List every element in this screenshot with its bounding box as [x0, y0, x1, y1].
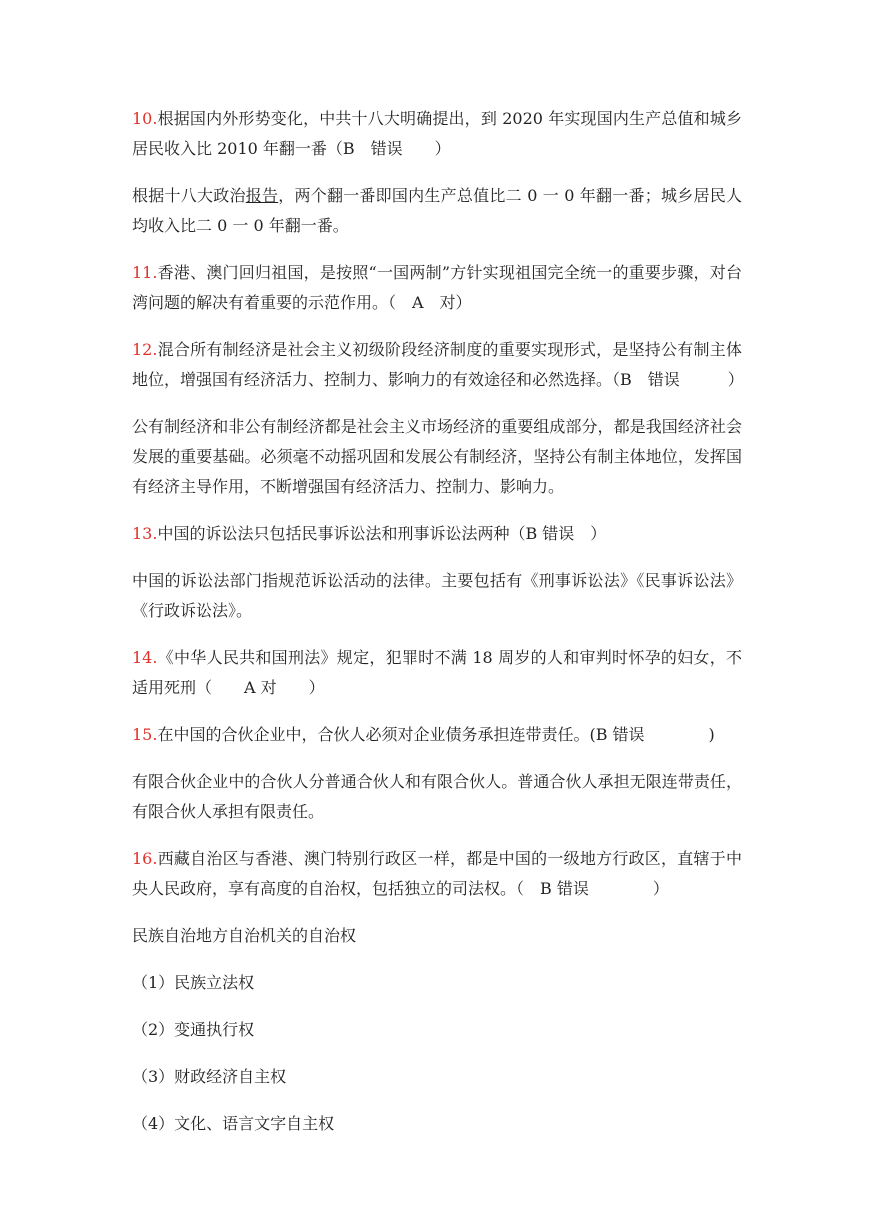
list-item: （4）文化、语言文字自主权: [132, 1114, 335, 1133]
list-item: （2）变通执行权: [132, 1020, 255, 1039]
question-number: 12.: [132, 340, 158, 359]
question-text: 根据国内外形势变化，中共十八大明确提出，到 2020 年实现国内生产总值和城乡居民收入比 2010 年翻一番（B 错误 ）: [132, 109, 742, 158]
report-link[interactable]: 报告: [245, 186, 279, 205]
question-14: [132, 643, 742, 703]
question-number: 14.: [132, 648, 158, 667]
question-number: 15.: [132, 725, 158, 744]
question-text: 《中华人民共和国刑法》规定，犯罪时不满 18 周岁的人和审判时怀孕的妇女，不适用死刑（ A 对 ）: [132, 648, 742, 697]
explanation-13: 中国的诉讼法部门指规范诉讼活动的法律。主要包括有《刑事诉讼法》《民事诉讼法》《行政诉讼法》。: [132, 571, 742, 620]
question-number: 16.: [132, 849, 158, 868]
question-text: 混合所有制经济是社会主义初级阶段经济制度的重要实现形式，是坚持公有制主体地位，增强国有经济活力、控制力、影响力的有效途径和必然选择。（B 错误 ）: [132, 340, 744, 389]
question-11: [132, 258, 742, 318]
explanation-12: 公有制经济和非公有制经济都是社会主义市场经济的重要组成部分，都是我国经济社会发展的重要基础。必须毫不动摇巩固和发展公有制经济，坚持公有制主体地位，发挥国有经济主导作用，不断增强国有经济活力、控制力、影响力。: [132, 417, 742, 496]
question-text: 中国的诉讼法只包括民事诉讼法和刑事诉讼法两种（B 错误 ）: [157, 524, 607, 543]
question-13: [132, 519, 742, 549]
question-number: 11.: [132, 263, 158, 282]
explanation-text: 根据十八大政治: [132, 186, 246, 205]
question-number: 10.: [132, 109, 158, 128]
question-12: [132, 335, 742, 395]
explanation-15: 有限合伙企业中的合伙人分普通合伙人和有限合伙人。普通合伙人承担无限连带责任，有限合伙人承担有限责任。: [132, 772, 742, 821]
question-number: 13.: [132, 524, 158, 543]
question-text: 香港、澳门回归祖国，是按照“一国两制”方针实现祖国完全统一的重要步骤，对台湾问题的解决有着重要的示范作用。（ A 对）: [132, 263, 742, 312]
question-15: [132, 720, 742, 750]
question-text: 西藏自治区与香港、澳门特别行政区一样，都是中国的一级地方行政区，直辖于中央人民政府，享有高度的自治权，包括独立的司法权。（ B 错误 ）: [132, 849, 742, 898]
explanation-text: ，两个翻一番即国内生产总值比二 0 一 0 年翻一番；城乡居民人均收入比二 0 一 0 年翻一番。: [132, 186, 742, 235]
document-page: [132, 104, 742, 1156]
explanation-16-heading: 民族自治地方自治机关的自治权: [132, 926, 357, 945]
question-text: 在中国的合伙企业中，合伙人必须对企业债务承担连带责任。(B 错误 ): [157, 725, 715, 744]
list-item: （3）财政经济自主权: [132, 1067, 287, 1086]
question-10: [132, 104, 742, 164]
question-16: [132, 844, 742, 904]
list-item: （1）民族立法权: [132, 973, 255, 992]
explanation-10: [132, 181, 742, 241]
